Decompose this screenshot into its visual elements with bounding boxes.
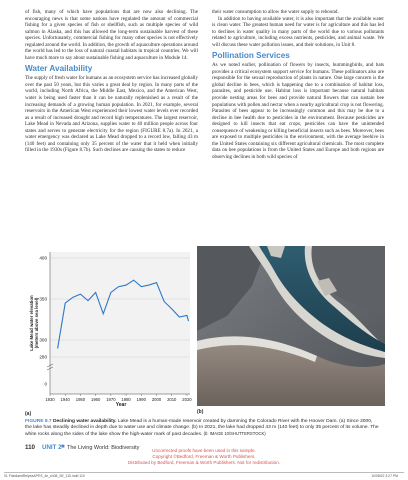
x-tick-label: 2010	[167, 397, 177, 402]
watermark	[0, 448, 408, 465]
x-tick-label: 1950	[75, 397, 86, 402]
unit-title: The Living World: Biodiversity	[67, 444, 140, 451]
x-tick-label: 2000	[151, 397, 162, 402]
left-column	[25, 9, 198, 154]
left-paragraph-2: The supply of fresh water for humans as an ecosystem service has increased globally over the past 50 years, but this varies a great deal by region. In many parts of the world, including North Africa, the Middle East, Mexico, and the American West, water is being used faster than it can be naturally replenished as a result of the increasing demands of a growing human population. In 2021, for example, several reservoirs in the American West experienced their lowest water levels ever recorded as a result of increased drought and record high temperatures. The largest reservoir, Lake Mead in Nevada and Arizona, supplies water to 40 million people across four states and serves to generate electricity for the region (FIGURE 8.7a). In 2021, a water emergency was declared as Lake Mead dropped to a record low, falling 43 m (140 feet) and containing only 35 percent of the water that it held when initially filled in the 1930s (Figure 8.7b). Such declines are causing the states to reduce	[25, 75, 198, 154]
print-slug	[4, 472, 404, 478]
figure-label-b: (b)	[197, 409, 204, 415]
right-column	[212, 9, 384, 160]
figure-label-a: (a)	[25, 411, 32, 417]
right-paragraph-3: As we noted earlier, pollination of flowers by insects, hummingbirds, and bats provides a critical ecosystem support service for humans. These pollinators also are responsible for the sexual reproduction of plants in nature. One large concern is the global decline in bees, which is happening due to a combination of habitat loss, parasites, and pesticide use. Habitat loss is important because natural habitats provide nesting areas for bees and provide natural flowers that can sustain bee populations with pollen and nectar when a nearby agricultural crop is not flowering. Parasites of bees appear to be increasingly common and this may be due to a decline in bee health due to pesticides in the environment. Because pesticides are designed to kill insects that eat crops, pesticides can have the unintended consequence of weakening or killing beneficial insects such as bees. Moreover, bees are exposed to multiple pesticides in the environment, with the average beehive in the United States containing six different agricultural chemicals. The most complete data on bee populations is from the United States and Europe and both regions are observing declines in both wild species of	[212, 62, 384, 160]
x-tick-label: 1980	[121, 397, 131, 402]
plot-area	[50, 252, 190, 394]
unit-label: UNIT 2	[42, 444, 62, 451]
photo-illustration	[197, 246, 385, 406]
left-paragraph-1: of fish, many of which have populations that are now also declining. The encouraging news is that some nations have regulated the amount of commercial fishing for a given species of fish or shellfish, such as multiple species of wild salmon in Alaska, and this has allowed the long-term sustainable harvest of these species. Unfortunately, commercial fishing for many other species is not effectively regulated around the world. In addition, the growth of aquaculture operations around the world has led to the loss of natural coastal habitats in tropical countries. We will have much more to say about sustainable fishing and aquaculture in Module 14.	[25, 9, 198, 61]
figure-number: FIGURE 8.7	[25, 419, 52, 424]
x-tick-label: 1930	[45, 397, 55, 402]
figure-credit: (b: IMAGE 10/SHUTTERSTOCK)	[203, 431, 266, 437]
slug-right: 10/08/22 3:27 PM	[371, 474, 398, 478]
figure-caption-text: Lake Mead is a human-made reservoir created by damming the Colorado River with the Hoover Dam. (a) Since 2000, the lake has steadily declined in depth due to water use and climate change. (b) In 2021, the lake had dropped 43 m (140 feet) to only 35 percent of its volume. The white rocks along the sides of the lake show the high-water mark of past decades.	[25, 419, 379, 438]
watermark-line-3: Distributed by Bedford, Freeman & Worth Publishers. Not for redistribution.	[127, 459, 281, 465]
x-tick-label: 2020	[182, 397, 192, 402]
x-tick-label: 1970	[106, 397, 116, 402]
right-paragraph-1: their water consumption to allow the water supply to rebound.	[212, 9, 339, 15]
watermark-line-1: Uncorrected proofs have been used in this sample.	[152, 448, 256, 453]
figure-caption	[25, 419, 380, 438]
x-tick-label: 1990	[136, 397, 146, 402]
watermark-line-2: Copyright ©Bedford, Freeman & Worth Publishers.	[152, 453, 256, 459]
y-tick-label: 0	[44, 381, 47, 387]
x-tick-label: 1940	[60, 397, 70, 402]
chart-svg	[25, 246, 193, 412]
y-tick-label: 300	[39, 337, 47, 343]
y-axis-label	[29, 295, 39, 351]
right-paragraph-2: In addition to having available water, it is also important that the available water is clean water. The greatest human need for water is for agriculture and this has led to declines in water quality in many parts of the world due to various pollutants related to agriculture, including excess nutrients, pesticides, and animal waste. We will discuss these water pollution issues, and their solutions, in Unit 8.	[212, 15, 384, 48]
y-tick-label: 280	[39, 354, 47, 360]
slug-left: 01 FriedlandRelyeaAPES_4e_ch08_SE_110.indd 110	[4, 474, 85, 478]
y-tick-label: 400	[39, 255, 47, 261]
y-axis-label-line: (meters above sea level)	[34, 297, 39, 349]
page-number: 110	[25, 444, 35, 451]
y-tick-label: 350	[39, 296, 47, 302]
y-tick-labels	[39, 256, 47, 387]
lake-mead-chart	[25, 246, 193, 412]
x-tick-label: 1960	[90, 397, 101, 402]
section-heading-water-availability: Water Availability	[25, 64, 93, 74]
x-axis-label: Year	[115, 402, 127, 408]
lake-mead-photo	[197, 246, 385, 406]
figure-title: Declining water availability.	[53, 419, 117, 424]
chart-grid	[50, 252, 190, 394]
unit-separator: ■	[61, 444, 65, 450]
section-heading-pollination: Pollination Services	[212, 51, 290, 61]
y-axis-label-line: Lake Mead water elevation	[29, 295, 34, 351]
